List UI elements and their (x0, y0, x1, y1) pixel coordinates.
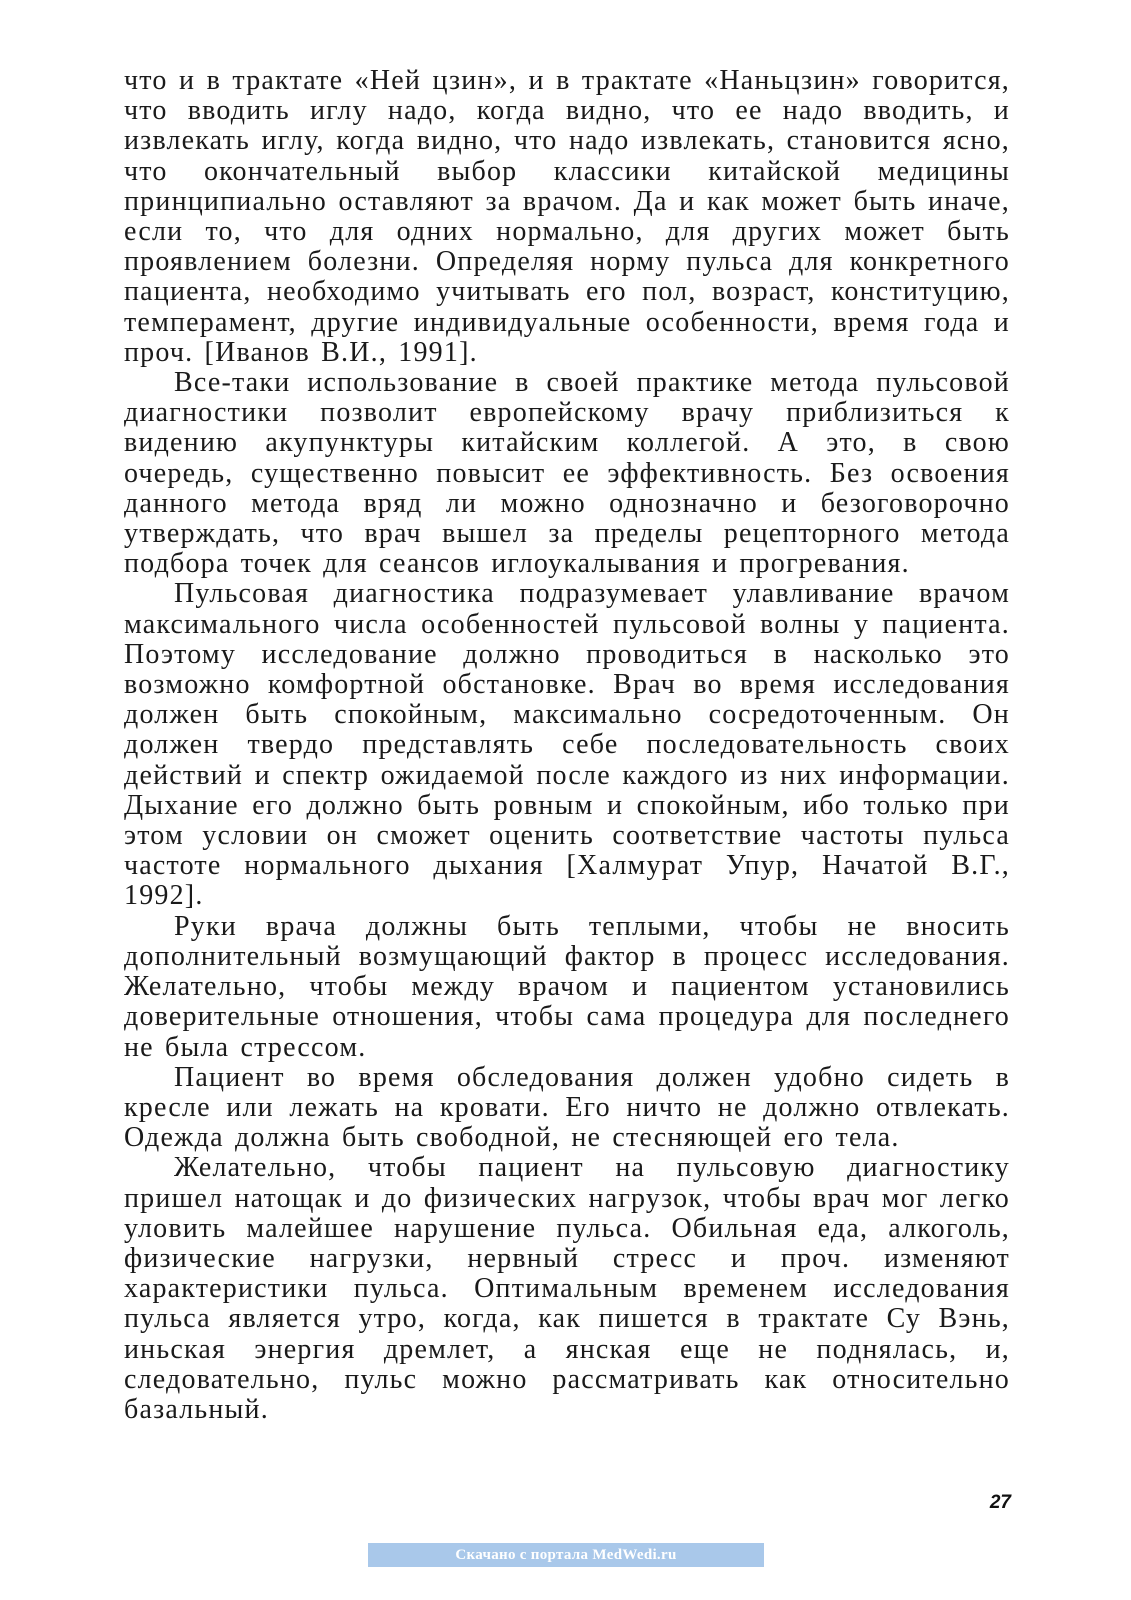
paragraph-2: Все-таки использование в своей практике метода пульсовой диагностики позволит европейскому врачу приблизиться к видению акупунктуры китайским коллегой. А это, в свою очередь, существенно повысит ее эффективность. Без освоения данного метода вряд ли можно однозначно и безоговорочно утверждать, что врач вышел за пределы рецепторного метода подбора точек для сеансов иглоукалывания и прогревания. (124, 367, 1010, 580)
paragraph-5: Пациент во время обследования должен удобно сидеть в кресле или лежать на кровати. Его ничто не должно отвлекать. Одежда должна быть свободной, не стесняющей его тела. (124, 1061, 1010, 1154)
paragraph-3: Пульсовая диагностика подразумевает улавливание врачом максимального числа особенностей пульсовой волны у пациента. Поэтому исследование должно проводиться в насколько это возможно комфортной обстановке. Врач во время исследования должен быть спокойным, максимально сосредоточенным. Он должен твердо представлять себе последовательность своих действий и спектр ожидаемой после каждого из них информации. Дыхание его должно быть ровным и спокойным, ибо только при этом условии он сможет оценить соответствие частоты пульса частоте нормального дыхания [Халмурат Упур, Начатой В.Г., 1992]. (124, 578, 1010, 912)
watermark-text: Скачано с портала MedWedi.ru (455, 1546, 677, 1563)
paragraph-6: Желательно, чтобы пациент на пульсовую диагностику пришел натощак и до физических нагрузок, чтобы врач мог легко уловить малейшее нарушение пульса. Обильная еда, алкоголь, физические нагрузки, нервный стресс и проч. изменяют характеристики пульса. Оптимальным временем исследования пульса является утро, когда, как пишется в трактате Су Вэнь, иньская энергия дремлет, а янская еще не поднялась, и, следовательно, пульс можно рассматривать как относительно базальный. (124, 1152, 1010, 1425)
paragraph-4: Руки врача должны быть теплыми, чтобы не вносить дополнительный возмущающий фактор в процесс исследования. Желательно, чтобы между врачом и пациентом установились доверительные отношения, чтобы сама процедура для последнего не была стрессом. (124, 910, 1010, 1063)
watermark-banner (368, 1543, 764, 1567)
page-number: 27 (989, 1492, 1011, 1513)
paragraph-1: что и в трактате «Ней цзин», и в трактате «Наньцзин» говорится, что вводить иглу надо, когда видно, что ее надо вводить, и извлекать иглу, когда видно, что надо извлекать, становится ясно, что окончательный выбор классики китайской медицины принципиально оставляют за врачом. Да и как может быть иначе, если то, что для одних нормально, для других может быть проявлением болезни. Определяя норму пульса для конкретного пациента, необходимо учитывать его пол, возраст, конституцию, темперамент, другие индивидуальные особенности, время года и проч. [Иванов В.И., 1991]. (124, 65, 1010, 368)
page-text-block (124, 66, 1010, 1425)
